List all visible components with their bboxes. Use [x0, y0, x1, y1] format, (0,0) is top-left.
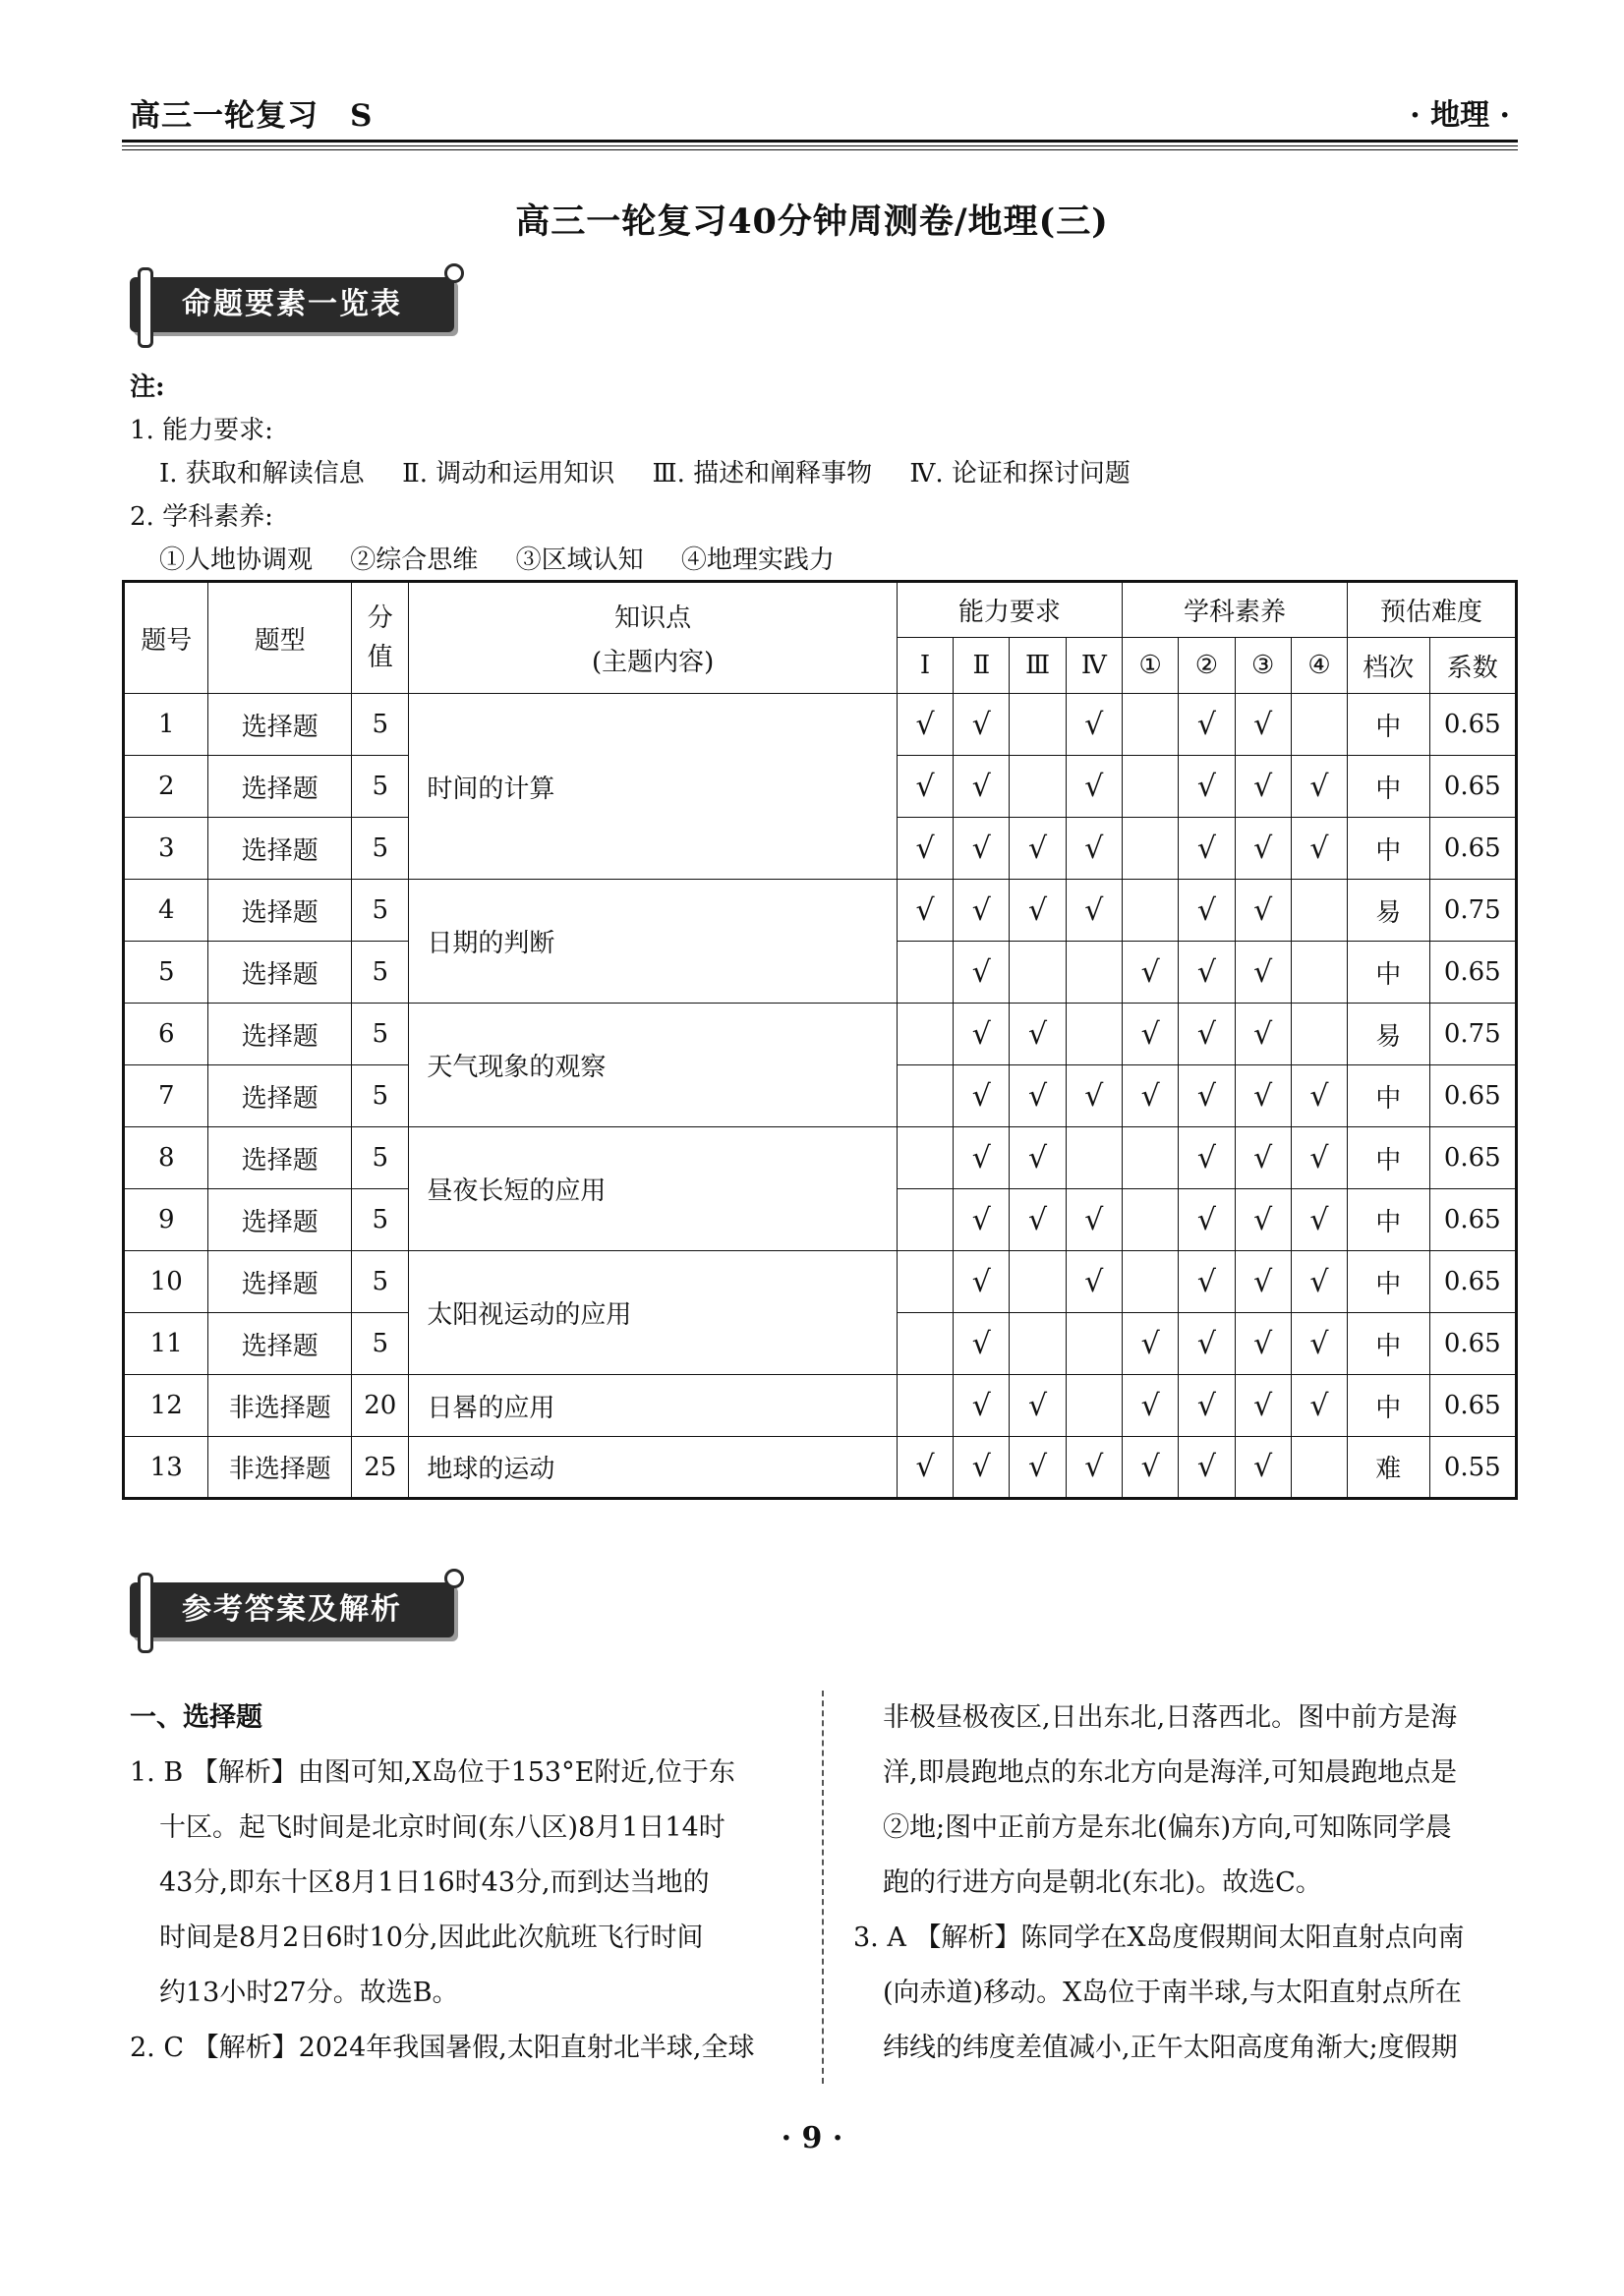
cell-literacy-check: √ [1122, 1375, 1178, 1437]
cell-score: 25 [352, 1437, 409, 1499]
cell-no: 4 [124, 880, 208, 942]
cell-type: 选择题 [208, 1251, 352, 1313]
cell-no: 10 [124, 1251, 208, 1313]
cell-literacy-check: √ [1122, 1437, 1178, 1499]
cell-ability-check [897, 1065, 953, 1127]
cell-coef: 0.75 [1429, 1004, 1516, 1065]
cell-type: 选择题 [208, 1313, 352, 1375]
cell-literacy-check: √ [1179, 1004, 1235, 1065]
document-title: 高三一轮复习40分钟周测卷/地理(三) [515, 201, 1109, 242]
cell-coef: 0.65 [1429, 1065, 1516, 1127]
literacy-item: ②综合思维 [350, 545, 479, 575]
header-type: 题型 [208, 582, 352, 694]
cell-ability-check [897, 1375, 953, 1437]
cell-ability-check [1010, 694, 1066, 756]
cell-ability-check: √ [1066, 1065, 1122, 1127]
cell-literacy-check: √ [1291, 1375, 1347, 1437]
cell-literacy-check: √ [1179, 1065, 1235, 1127]
header-no: 题号 [124, 582, 208, 694]
cell-ability-check: √ [954, 1065, 1010, 1127]
header-ability-col: Ⅳ [1066, 638, 1122, 694]
cell-literacy-check: √ [1291, 1189, 1347, 1251]
cell-no: 5 [124, 942, 208, 1004]
cell-level: 难 [1348, 1437, 1429, 1499]
header-topic-main: 知识点 [614, 603, 692, 633]
cell-level: 中 [1348, 694, 1429, 756]
cell-literacy-check: √ [1291, 1251, 1347, 1313]
cell-literacy-check [1122, 880, 1178, 942]
cell-literacy-check: √ [1235, 942, 1291, 1004]
cell-literacy-check [1122, 1251, 1178, 1313]
cell-ability-check: √ [954, 1313, 1010, 1375]
answer-line: ②地;图中正前方是东北(偏东)方向,可知陈同学晨 [883, 1812, 1452, 1843]
cell-level: 中 [1348, 756, 1429, 818]
cell-no: 13 [124, 1437, 208, 1499]
cell-ability-check: √ [1066, 1437, 1122, 1499]
answer-line: 时间是8月2日6时10分,因此此次航班飞行时间 [159, 1923, 704, 1953]
section-banner-table: 命题要素一览表 [130, 277, 454, 332]
cell-type: 选择题 [208, 1189, 352, 1251]
header-literacy-col: ④ [1291, 638, 1347, 694]
cell-literacy-check: √ [1179, 818, 1235, 880]
header-literacy-col: ③ [1235, 638, 1291, 694]
ability-item: Ⅱ. 调动和运用知识 [402, 459, 615, 488]
header-topic-sub: (主题内容) [591, 648, 715, 677]
cell-ability-check: √ [954, 1189, 1010, 1251]
cell-ability-check [1066, 942, 1122, 1004]
cell-coef: 0.65 [1429, 1189, 1516, 1251]
cell-ability-check [1010, 1251, 1066, 1313]
header-ability-col: Ⅲ [1010, 638, 1066, 694]
cell-type: 选择题 [208, 756, 352, 818]
header-topic [409, 582, 897, 694]
cell-ability-check [1066, 1127, 1122, 1189]
header-score: 分值 [352, 582, 409, 694]
answer-line: 约13小时27分。故选B。 [159, 1978, 459, 2008]
literacy-title: 2. 学科素养: [130, 502, 273, 532]
cell-topic: 时间的计算 [409, 694, 897, 880]
cell-ability-check [897, 942, 953, 1004]
cell-ability-check [897, 1313, 953, 1375]
literacy-item: ①人地协调观 [159, 545, 314, 575]
answer-line: 洋,即晨跑地点的东北方向是海洋,可知晨跑地点是 [883, 1757, 1458, 1788]
cell-topic: 天气现象的观察 [409, 1004, 897, 1127]
answer-line: (向赤道)移动。X岛位于南半球,与太阳直射点所在 [883, 1978, 1462, 2008]
cell-literacy-check [1291, 694, 1347, 756]
cell-level: 中 [1348, 1189, 1429, 1251]
cell-ability-check: √ [954, 1004, 1010, 1065]
cell-literacy-check: √ [1179, 1375, 1235, 1437]
cell-score: 5 [352, 1065, 409, 1127]
cell-no: 2 [124, 756, 208, 818]
cell-ability-check: √ [897, 818, 953, 880]
table-row [124, 1375, 1517, 1437]
cell-level: 中 [1348, 942, 1429, 1004]
cell-level: 中 [1348, 1375, 1429, 1437]
answers-right-column [853, 1691, 1522, 2076]
cell-literacy-check [1122, 1189, 1178, 1251]
cell-literacy-check: √ [1179, 1437, 1235, 1499]
literacy-item: ④地理实践力 [680, 545, 835, 575]
cell-level: 中 [1348, 1313, 1429, 1375]
cell-score: 20 [352, 1375, 409, 1437]
cell-literacy-check: √ [1235, 818, 1291, 880]
cell-ability-check [897, 1189, 953, 1251]
cell-literacy-check: √ [1122, 1313, 1178, 1375]
ability-title: 1. 能力要求: [130, 416, 273, 445]
cell-ability-check: √ [1010, 1189, 1066, 1251]
header-difficulty: 预估难度 [1348, 582, 1517, 638]
ability-list [130, 452, 1131, 495]
cell-coef: 0.65 [1429, 1375, 1516, 1437]
cell-literacy-check: √ [1179, 756, 1235, 818]
cell-literacy-check: √ [1235, 1437, 1291, 1499]
cell-coef: 0.65 [1429, 694, 1516, 756]
cell-ability-check: √ [954, 1437, 1010, 1499]
cell-coef: 0.65 [1429, 1127, 1516, 1189]
cell-literacy-check: √ [1291, 1065, 1347, 1127]
table-row [124, 1251, 1517, 1313]
table-row [124, 1127, 1517, 1189]
cell-literacy-check: √ [1235, 1375, 1291, 1437]
answer-line: 十区。起飞时间是北京时间(东八区)8月1日14时 [159, 1812, 725, 1843]
cell-coef: 0.65 [1429, 942, 1516, 1004]
cell-literacy-check: √ [1179, 1313, 1235, 1375]
cell-type: 选择题 [208, 818, 352, 880]
cell-type: 选择题 [208, 694, 352, 756]
cell-level: 易 [1348, 1004, 1429, 1065]
cell-topic: 昼夜长短的应用 [409, 1127, 897, 1251]
cell-ability-check: √ [1066, 1251, 1122, 1313]
cell-ability-check [897, 1251, 953, 1313]
item-spec-table [122, 580, 1518, 1500]
cell-ability-check: √ [954, 1375, 1010, 1437]
cell-topic: 日晷的应用 [409, 1375, 897, 1437]
cell-literacy-check: √ [1122, 942, 1178, 1004]
cell-literacy-check: √ [1291, 1127, 1347, 1189]
header-ability-col: Ⅱ [954, 638, 1010, 694]
table-row [124, 694, 1517, 756]
cell-literacy-check: √ [1291, 756, 1347, 818]
cell-score: 5 [352, 1313, 409, 1375]
cell-coef: 0.75 [1429, 880, 1516, 942]
cell-no: 3 [124, 818, 208, 880]
cell-ability-check: √ [1010, 1437, 1066, 1499]
section-banner-answers: 参考答案及解析 [130, 1582, 454, 1637]
answer-line: 3. A 【解析】陈同学在X岛度假期间太阳直射点向南 [853, 1923, 1465, 1953]
cell-ability-check: √ [1066, 818, 1122, 880]
cell-no: 12 [124, 1375, 208, 1437]
cell-literacy-check: √ [1235, 1313, 1291, 1375]
answer-line: 1. B 【解析】由图可知,X岛位于153°E附近,位于东 [130, 1757, 735, 1788]
cell-ability-check [1066, 1375, 1122, 1437]
ability-item: Ⅲ. 描述和阐释事物 [652, 459, 873, 488]
header-level: 档次 [1348, 638, 1429, 694]
cell-literacy-check: √ [1291, 1313, 1347, 1375]
cell-literacy-check: √ [1179, 880, 1235, 942]
cell-type: 选择题 [208, 942, 352, 1004]
cell-level: 中 [1348, 1065, 1429, 1127]
header-rule [122, 140, 1518, 143]
header-coef: 系数 [1429, 638, 1516, 694]
cell-ability-check [1010, 1313, 1066, 1375]
table-row [124, 1437, 1517, 1499]
cell-score: 5 [352, 880, 409, 942]
cell-literacy-check [1291, 880, 1347, 942]
cell-score: 5 [352, 1004, 409, 1065]
cell-ability-check: √ [954, 818, 1010, 880]
column-divider [822, 1691, 824, 2084]
cell-ability-check: √ [1010, 1375, 1066, 1437]
cell-level: 中 [1348, 1251, 1429, 1313]
cell-score: 5 [352, 1189, 409, 1251]
cell-literacy-check: √ [1179, 694, 1235, 756]
answers-section-title: 一、选择题 [130, 1702, 262, 1733]
header-ability: 能力要求 [897, 582, 1122, 638]
cell-literacy-check [1122, 694, 1178, 756]
page-number: · 9 · [781, 2121, 843, 2155]
literacy-item: ③区域认知 [515, 545, 644, 575]
cell-literacy-check [1291, 1004, 1347, 1065]
cell-coef: 0.55 [1429, 1437, 1516, 1499]
cell-ability-check: √ [954, 1127, 1010, 1189]
cell-literacy-check: √ [1235, 1065, 1291, 1127]
cell-ability-check: √ [1010, 818, 1066, 880]
cell-level: 易 [1348, 880, 1429, 942]
cell-ability-check: √ [1066, 880, 1122, 942]
cell-ability-check [1010, 942, 1066, 1004]
cell-literacy-check: √ [1235, 1127, 1291, 1189]
cell-score: 5 [352, 818, 409, 880]
cell-ability-check [897, 1004, 953, 1065]
header-left-text: 高三一轮复习 S [130, 98, 374, 134]
cell-ability-check: √ [954, 942, 1010, 1004]
cell-coef: 0.65 [1429, 756, 1516, 818]
answer-line: 2. C 【解析】2024年我国暑假,太阳直射北半球,全球 [130, 2033, 755, 2063]
cell-topic: 日期的判断 [409, 880, 897, 1004]
cell-literacy-check: √ [1235, 1004, 1291, 1065]
cell-level: 中 [1348, 1127, 1429, 1189]
cell-type: 选择题 [208, 1004, 352, 1065]
cell-type: 非选择题 [208, 1375, 352, 1437]
cell-type: 非选择题 [208, 1437, 352, 1499]
cell-type: 选择题 [208, 880, 352, 942]
answer-line: 43分,即东十区8月1日16时43分,而到达当地的 [159, 1867, 710, 1898]
cell-ability-check [1066, 1004, 1122, 1065]
cell-literacy-check [1291, 942, 1347, 1004]
cell-literacy-check: √ [1235, 694, 1291, 756]
cell-ability-check [897, 1127, 953, 1189]
cell-coef: 0.65 [1429, 1251, 1516, 1313]
cell-literacy-check [1291, 1437, 1347, 1499]
cell-ability-check: √ [1066, 1189, 1122, 1251]
cell-literacy-check: √ [1235, 1189, 1291, 1251]
header-rule-thin [122, 145, 1518, 146]
header-literacy-col: ① [1122, 638, 1178, 694]
cell-literacy-check: √ [1235, 1251, 1291, 1313]
table-row [124, 1004, 1517, 1065]
cell-score: 5 [352, 756, 409, 818]
page-header [122, 90, 1518, 136]
cell-ability-check: √ [1010, 1127, 1066, 1189]
cell-literacy-check: √ [1291, 818, 1347, 880]
cell-type: 选择题 [208, 1127, 352, 1189]
cell-ability-check: √ [1010, 1004, 1066, 1065]
cell-ability-check: √ [1066, 756, 1122, 818]
cell-no: 7 [124, 1065, 208, 1127]
cell-level: 中 [1348, 818, 1429, 880]
cell-ability-check: √ [954, 1251, 1010, 1313]
cell-topic: 地球的运动 [409, 1437, 897, 1499]
cell-no: 8 [124, 1127, 208, 1189]
cell-no: 6 [124, 1004, 208, 1065]
cell-literacy-check [1122, 756, 1178, 818]
notes-block [130, 366, 1131, 582]
cell-ability-check [1066, 1313, 1122, 1375]
cell-ability-check: √ [954, 880, 1010, 942]
cell-score: 5 [352, 1127, 409, 1189]
cell-ability-check: √ [1066, 694, 1122, 756]
answer-line: 跑的行进方向是朝北(东北)。故选C。 [883, 1867, 1322, 1898]
header-ability-col: Ⅰ [897, 638, 953, 694]
ability-item: Ⅳ. 论证和探讨问题 [909, 459, 1131, 488]
ability-item: Ⅰ. 获取和解读信息 [159, 459, 365, 488]
notes-label: 注: [130, 373, 165, 402]
cell-literacy-check: √ [1235, 756, 1291, 818]
cell-ability-check [1010, 756, 1066, 818]
cell-coef: 0.65 [1429, 818, 1516, 880]
cell-ability-check: √ [1010, 880, 1066, 942]
cell-ability-check: √ [1010, 1065, 1066, 1127]
cell-ability-check: √ [897, 1437, 953, 1499]
cell-literacy-check [1122, 818, 1178, 880]
cell-topic: 太阳视运动的应用 [409, 1251, 897, 1375]
header-literacy: 学科素养 [1122, 582, 1347, 638]
cell-literacy-check [1122, 1127, 1178, 1189]
header-rule-thin-2 [122, 149, 1518, 150]
header-literacy-col: ② [1179, 638, 1235, 694]
cell-score: 5 [352, 942, 409, 1004]
cell-literacy-check: √ [1235, 880, 1291, 942]
header-subject: · 地理 · [1410, 98, 1510, 133]
cell-coef: 0.65 [1429, 1313, 1516, 1375]
cell-no: 9 [124, 1189, 208, 1251]
cell-literacy-check: √ [1179, 1251, 1235, 1313]
cell-ability-check: √ [897, 880, 953, 942]
answer-line: 非极昼极夜区,日出东北,日落西北。图中前方是海 [883, 1702, 1458, 1733]
cell-type: 选择题 [208, 1065, 352, 1127]
cell-score: 5 [352, 694, 409, 756]
cell-no: 11 [124, 1313, 208, 1375]
answer-line: 纬线的纬度差值减小,正午太阳高度角渐大;度假期 [883, 2033, 1458, 2063]
cell-literacy-check: √ [1179, 1189, 1235, 1251]
cell-ability-check: √ [897, 756, 953, 818]
answers-left-column [130, 1691, 808, 2076]
table-row [124, 880, 1517, 942]
cell-literacy-check: √ [1179, 1127, 1235, 1189]
cell-ability-check: √ [954, 694, 1010, 756]
literacy-list [130, 539, 1131, 582]
cell-literacy-check: √ [1122, 1065, 1178, 1127]
cell-ability-check: √ [954, 756, 1010, 818]
cell-score: 5 [352, 1251, 409, 1313]
cell-no: 1 [124, 694, 208, 756]
cell-ability-check: √ [897, 694, 953, 756]
cell-literacy-check: √ [1122, 1004, 1178, 1065]
cell-literacy-check: √ [1179, 942, 1235, 1004]
